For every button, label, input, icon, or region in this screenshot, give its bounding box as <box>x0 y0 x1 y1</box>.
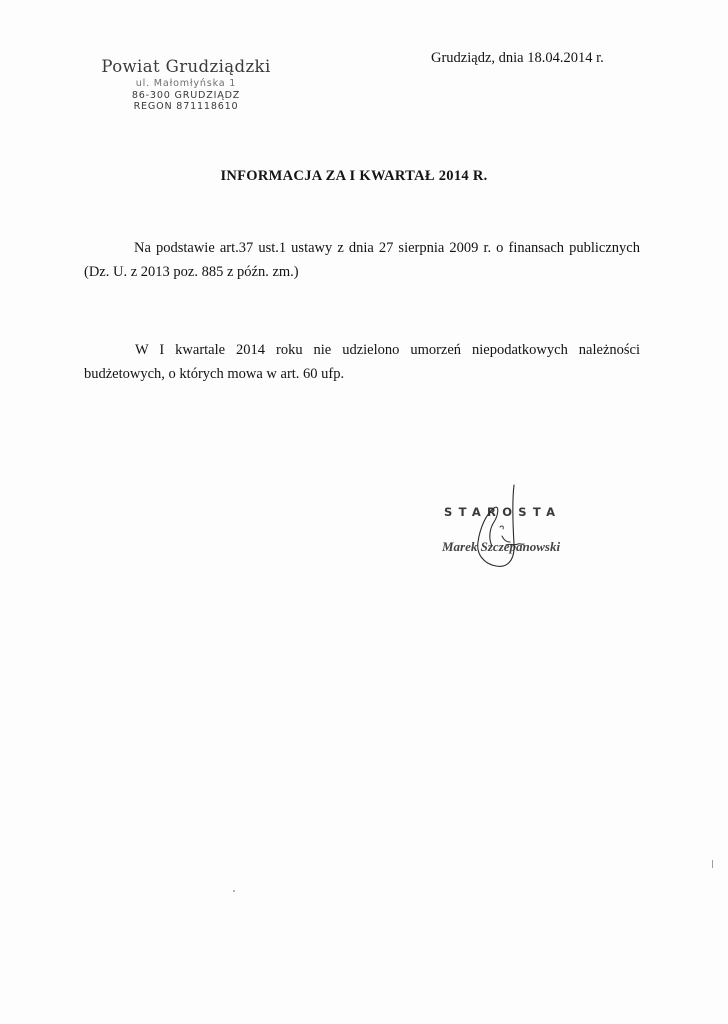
signature-block <box>440 482 580 582</box>
document-heading: INFORMACJA ZA I KWARTAŁ 2014 R. <box>220 168 488 184</box>
legal-basis-paragraph <box>84 236 640 284</box>
letterhead-stamp <box>96 56 276 113</box>
scan-speck <box>233 890 235 892</box>
handwritten-signature <box>440 482 580 582</box>
organization-name: Powiat Grudziądzki <box>101 57 271 76</box>
information-line-2: budżetowych, o których mowa w art. 60 ufp. <box>84 366 345 382</box>
scan-speck <box>712 860 713 868</box>
signature-title: STAROSTA <box>444 505 562 519</box>
information-line-1: W I kwartale 2014 roku nie udzielono umorzeń niepodatkowych należności <box>135 342 640 358</box>
organization-regon: REGON 871118610 <box>133 101 239 112</box>
organization-postal: 86-300 GRUDZIĄDZ <box>131 89 241 101</box>
place-and-date: Grudziądz, dnia 18.04.2014 r. <box>431 50 604 66</box>
information-paragraph <box>84 338 640 386</box>
legal-basis-line-2: (Dz. U. z 2013 poz. 885 z późn. zm.) <box>84 264 299 280</box>
signatory-name: Marek Szczepanowski <box>442 539 561 554</box>
organization-street: ul. Małomłyńska 1 <box>135 78 237 89</box>
legal-basis-line-1: Na podstawie art.37 ust.1 ustawy z dnia 27 sierpnia 2009 r. o finansach publicznych <box>134 240 640 256</box>
